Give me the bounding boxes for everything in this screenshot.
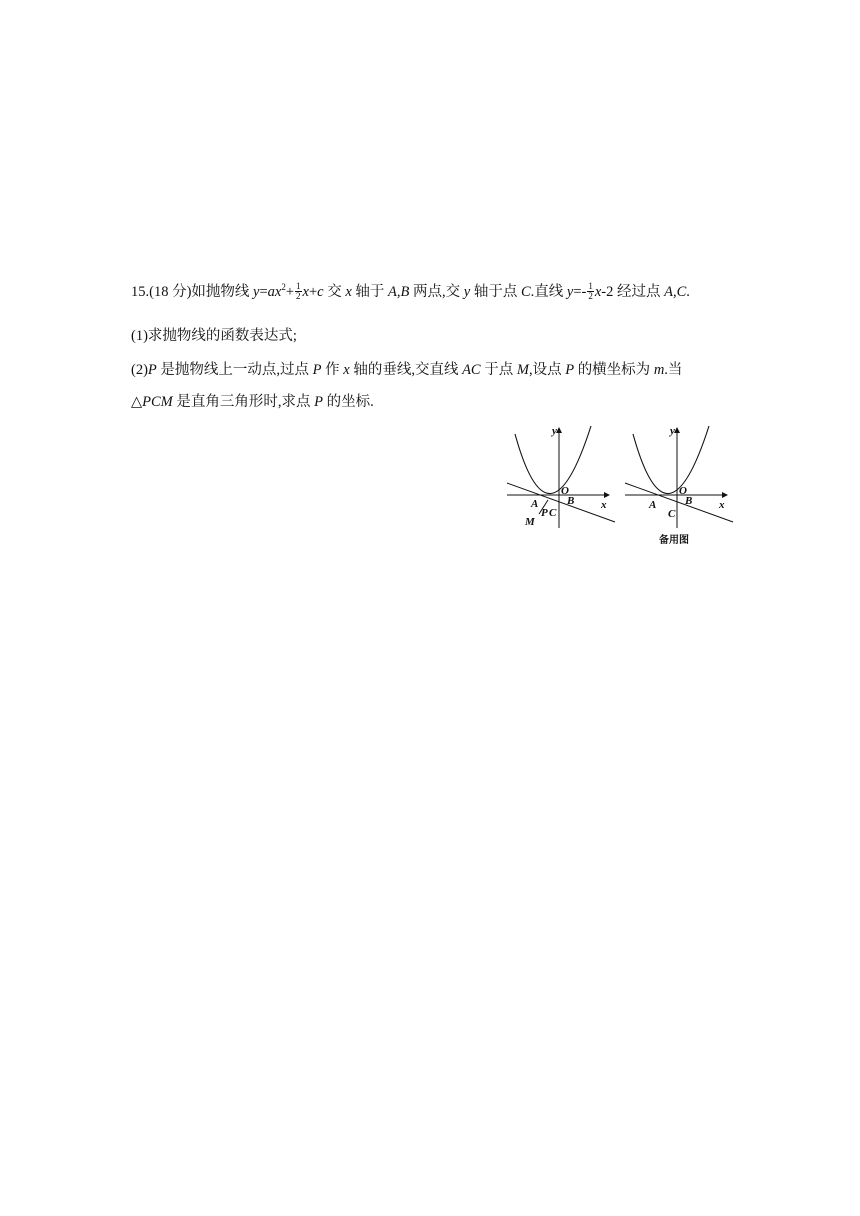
label-y-2: y — [670, 425, 675, 437]
part-1: (1)求抛物线的函数表达式; — [131, 328, 297, 344]
label-C-2: C — [668, 508, 676, 520]
label-B: B — [567, 495, 575, 507]
label-y: y — [552, 425, 557, 437]
label-M: M — [525, 516, 535, 528]
part-2: (2)P 是抛物线上一动点,过点 P 作 x 轴的垂线,交直线 AC 于点 M,设点 P 的横坐标为 m.当 — [131, 362, 683, 378]
label-P: P — [541, 507, 548, 519]
label-C: C — [549, 507, 557, 519]
figure-2 — [623, 422, 738, 552]
label-B-2: B — [685, 495, 693, 507]
label-x-2: x — [719, 499, 725, 511]
problem-stem: 15.(18 分)如抛物线 $y=ax^2+$ $\frac{1}{2}$ x+c 交 x 轴于 A,B 两点,交 y 轴于点 C.直线 y=- $\frac{1}{2}$ x-2 经过点 A,C. — [131, 281, 690, 302]
label-A-2: A — [649, 499, 657, 511]
figure-1 — [505, 422, 620, 532]
problem-number: 15.(18 分) — [131, 284, 192, 300]
label-O: O — [561, 485, 569, 497]
figures — [505, 422, 735, 552]
label-O-2: O — [679, 485, 687, 497]
fraction-one-half-2: $\frac{1}{2}$ — [588, 281, 593, 302]
label-x: x — [601, 499, 607, 511]
label-A: A — [531, 498, 539, 510]
part-2-continued: △PCM 是直角三角形时,求点 P 的坐标. — [131, 394, 374, 410]
fraction-one-half: $\frac{1}{2}$ — [296, 281, 301, 302]
figure-caption: 备用图 — [659, 535, 689, 546]
